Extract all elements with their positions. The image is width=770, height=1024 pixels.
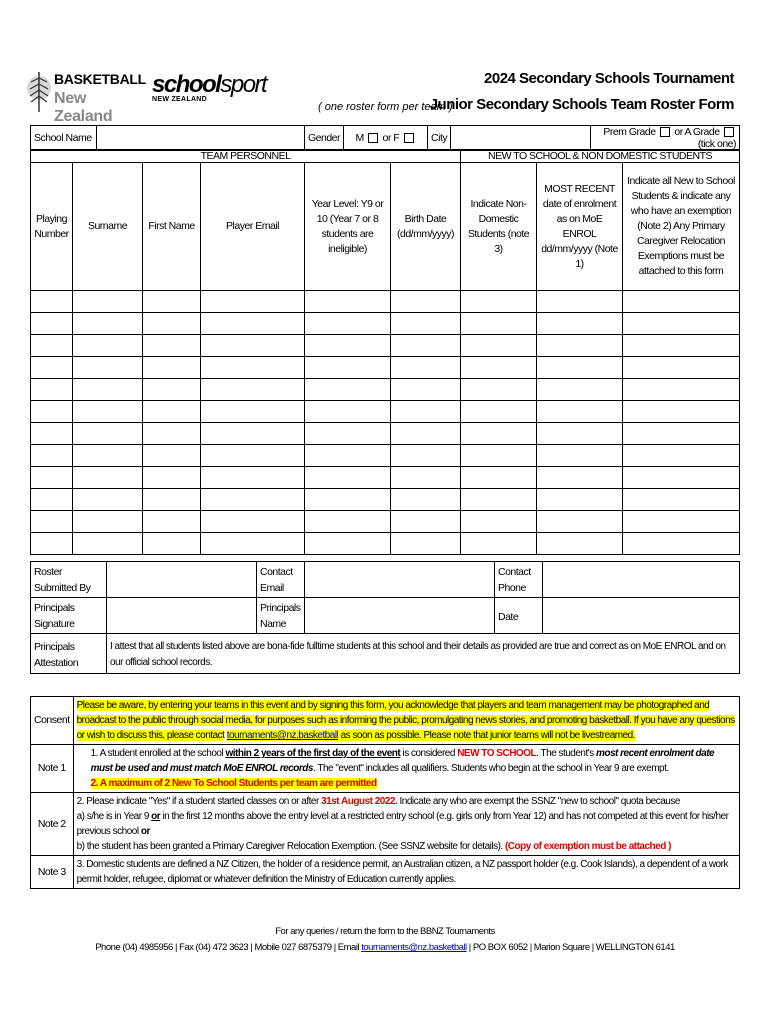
roster-cell[interactable] (31, 489, 73, 511)
a-grade-label: or A Grade (674, 126, 720, 138)
contact-email-label: Contact Email (257, 562, 305, 598)
new-to-school-header: NEW TO SCHOOL & NON DOMESTIC STUDENTS (461, 150, 740, 163)
principals-signature-field[interactable] (107, 598, 257, 634)
principals-name-field[interactable] (305, 598, 495, 634)
roster-cell[interactable] (461, 533, 537, 555)
roster-table (30, 149, 740, 555)
city-label: City (428, 126, 451, 151)
roster-cell[interactable] (201, 401, 305, 423)
roster-cell[interactable] (73, 379, 143, 401)
roster-row (31, 291, 740, 313)
roster-cell[interactable] (391, 335, 461, 357)
roster-cell[interactable] (537, 291, 623, 313)
roster-cell[interactable] (461, 379, 537, 401)
team-personnel-header: TEAM PERSONNEL (31, 150, 461, 163)
a-grade-checkbox[interactable] (724, 127, 734, 137)
roster-cell[interactable] (391, 357, 461, 379)
principals-attestation-label: Principals Attestation (31, 634, 107, 674)
roster-cell[interactable] (143, 533, 201, 555)
col-birth-date: Birth Date (dd/mm/yyyy) (391, 163, 461, 291)
roster-cell[interactable] (73, 335, 143, 357)
prem-grade-checkbox[interactable] (660, 127, 670, 137)
roster-cell[interactable] (391, 423, 461, 445)
attestation-text: I attest that all students listed above are bona-fide fulltime students at this school and their details as provided are true and correct as on MoE ENROL and on our official school records. (107, 634, 740, 674)
roster-cell[interactable] (201, 291, 305, 313)
roster-cell[interactable] (305, 445, 391, 467)
roster-cell[interactable] (537, 467, 623, 489)
roster-cell[interactable] (143, 467, 201, 489)
roster-cell[interactable] (623, 335, 740, 357)
col-recent-enrolment: MOST RECENT date of enrolment as on MoE ENROL dd/mm/yyyy (Note 1) (537, 163, 623, 291)
col-playing-number: Playing Number (31, 163, 73, 291)
date-label: Date (495, 598, 543, 634)
roster-row (31, 445, 740, 467)
roster-cell[interactable] (201, 467, 305, 489)
roster-cell[interactable] (391, 467, 461, 489)
roster-cell[interactable] (305, 511, 391, 533)
roster-row (31, 533, 740, 555)
logo-basketball-text: BASKETBALL (54, 71, 146, 87)
form-title-line1: 2024 Secondary Schools Tournament (484, 70, 734, 87)
submission-table (30, 561, 740, 674)
logo-nz-text: New Zealand (54, 90, 113, 125)
roster-cell[interactable] (201, 511, 305, 533)
roster-cell[interactable] (537, 489, 623, 511)
col-non-domestic: Indicate Non-Domestic Students (note 3) (461, 163, 537, 291)
roster-cell[interactable] (201, 335, 305, 357)
form-title-line2: Junior Secondary Schools Team Roster Form (429, 96, 734, 113)
roster-cell[interactable] (461, 401, 537, 423)
roster-note: ( one roster form per team ) (318, 101, 453, 113)
note3-text: 3. Domestic students are defined a NZ Citizen, the holder of a residence permit, an Australian citizen, a NZ passport holder (e.g. Cook Islands), a dependent of a work permit holder, refugee, diplomat or whatever definition the Ministry of Education currently applies. (73, 856, 739, 889)
roster-cell[interactable] (461, 489, 537, 511)
roster-cell[interactable] (305, 533, 391, 555)
roster-cell[interactable] (537, 401, 623, 423)
roster-row (31, 467, 740, 489)
roster-cell[interactable] (461, 313, 537, 335)
roster-cell[interactable] (305, 291, 391, 313)
roster-cell[interactable] (143, 445, 201, 467)
roster-cell[interactable] (305, 357, 391, 379)
prem-grade-label: Prem Grade (603, 126, 656, 138)
roster-cell[interactable] (31, 357, 73, 379)
roster-cell[interactable] (305, 423, 391, 445)
roster-cell[interactable] (73, 313, 143, 335)
gender-m-checkbox[interactable] (368, 133, 378, 143)
form-header (0, 0, 770, 125)
tick-one-label: (tick one) (697, 138, 736, 150)
roster-cell[interactable] (461, 511, 537, 533)
roster-cell[interactable] (31, 379, 73, 401)
roster-cell[interactable] (73, 357, 143, 379)
roster-row (31, 357, 740, 379)
roster-cell[interactable] (623, 445, 740, 467)
roster-cell[interactable] (143, 401, 201, 423)
roster-cell[interactable] (623, 423, 740, 445)
roster-cell[interactable] (73, 423, 143, 445)
roster-cell[interactable] (391, 489, 461, 511)
contact-email-field[interactable] (305, 562, 495, 598)
grade-options (591, 126, 740, 151)
roster-cell[interactable] (461, 335, 537, 357)
roster-cell[interactable] (31, 335, 73, 357)
roster-cell[interactable] (537, 533, 623, 555)
gender-or-f-label: or F (382, 132, 400, 144)
roster-cell[interactable] (73, 533, 143, 555)
note2-text: 2. Please indicate "Yes" if a student started classes on or after 31st August 2022. Indicate any who are exempt the SSNZ "new to school" quota because a) s/he is in Year 9 or in the first 12 months above the entry level at a restricted entry school (e.g. girls only from Year 12) and has not competed at this event for his/her previous school or b) the student has been granted a Primary Caregiver Relocation Exemption. (See SSNZ website for details). (Copy of exemption must be attached ) (73, 793, 739, 856)
roster-cell[interactable] (537, 423, 623, 445)
roster-cell[interactable] (537, 379, 623, 401)
note3-label: Note 3 (31, 856, 74, 889)
roster-cell[interactable] (391, 511, 461, 533)
roster-row (31, 401, 740, 423)
roster-cell[interactable] (143, 335, 201, 357)
consent-text: Please be aware, by entering your teams in this event and by signing this form, you acknowledge that players and team management may be photographed and broadcast to the public through social media, for purposes such as informing the public, promulgating news stories, and promoting basketball. If you have any questions or wish to discuss this, please contact tournaments@nz.basketball as soon as possible. Please note that junior teams will not be livestreamed. (73, 697, 739, 745)
roster-cell[interactable] (73, 467, 143, 489)
roster-cell[interactable] (391, 533, 461, 555)
roster-cell[interactable] (391, 313, 461, 335)
principals-name-label: Principals Name (257, 598, 305, 634)
roster-row (31, 313, 740, 335)
roster-cell[interactable] (201, 313, 305, 335)
roster-cell[interactable] (391, 401, 461, 423)
roster-cell[interactable] (391, 291, 461, 313)
roster-row (31, 423, 740, 445)
roster-cell[interactable] (305, 335, 391, 357)
footer-line1: For any queries / return the form to the BBNZ Tournaments (275, 926, 495, 937)
school-info-row (30, 125, 740, 151)
roster-cell[interactable] (623, 533, 740, 555)
roster-cell[interactable] (143, 313, 201, 335)
note1-label: Note 1 (31, 745, 74, 793)
roster-cell[interactable] (305, 401, 391, 423)
roster-cell[interactable] (461, 357, 537, 379)
fern-icon (26, 68, 52, 116)
roster-cell[interactable] (623, 291, 740, 313)
roster-cell[interactable] (143, 357, 201, 379)
roster-cell[interactable] (391, 445, 461, 467)
roster-cell[interactable] (143, 489, 201, 511)
col-year-level: Year Level: Y9 or 10 (Year 7 or 8 students are ineligible) (305, 163, 391, 291)
footer-email-link[interactable]: tournaments@nz.basketball (361, 942, 467, 953)
roster-cell[interactable] (623, 379, 740, 401)
roster-cell[interactable] (31, 467, 73, 489)
roster-row (31, 511, 740, 533)
basketball-nz-logo (26, 68, 146, 125)
roster-cell[interactable] (461, 423, 537, 445)
roster-cell[interactable] (305, 313, 391, 335)
roster-cell[interactable] (201, 533, 305, 555)
roster-cell[interactable] (461, 467, 537, 489)
roster-cell[interactable] (537, 511, 623, 533)
roster-cell[interactable] (305, 467, 391, 489)
roster-cell[interactable] (623, 313, 740, 335)
contact-phone-label: Contact Phone (495, 562, 543, 598)
gender-m-label: M (355, 132, 364, 144)
roster-cell[interactable] (391, 379, 461, 401)
roster-cell[interactable] (201, 489, 305, 511)
schoolsport-logo (152, 71, 267, 112)
roster-cell[interactable] (537, 357, 623, 379)
roster-cell[interactable] (143, 423, 201, 445)
roster-cell[interactable] (623, 467, 740, 489)
note1-text: 1. A student enrolled at the school within 2 years of the first day of the event is considered NEW TO SCHOOL. The student's most recent enrolment date must be used and must match MoE ENROL records. The "event" includes all qualifiers. Students who begin at the school in Year 9 are exempt. 2. A maximum of 2 New To School Students per team are permitted (73, 745, 739, 793)
roster-cell[interactable] (461, 291, 537, 313)
roster-cell[interactable] (537, 313, 623, 335)
footer-line2: Phone (04) 4985956 | Fax (04) 472 3623 | Mobile 027 6875379 | Email tournaments@nz.basketball | PO BOX 6052 | Marion Square | WELLINGTON 6141 (95, 942, 675, 953)
roster-cell[interactable] (143, 291, 201, 313)
roster-row (31, 335, 740, 357)
roster-cell[interactable] (201, 379, 305, 401)
roster-cell[interactable] (31, 423, 73, 445)
roster-cell[interactable] (31, 533, 73, 555)
logo-sport-text: sport (220, 71, 267, 98)
col-surname: Surname (73, 163, 143, 291)
col-player-email: Player Email (201, 163, 305, 291)
roster-cell[interactable] (31, 445, 73, 467)
roster-cell[interactable] (623, 357, 740, 379)
consent-label: Consent (31, 697, 74, 745)
roster-cell[interactable] (31, 291, 73, 313)
roster-cell[interactable] (73, 401, 143, 423)
consent-email-link[interactable]: tournaments@nz.basketball (226, 730, 339, 741)
gender-options (344, 126, 428, 151)
principals-signature-label: Principals Signature (31, 598, 107, 634)
roster-row (31, 379, 740, 401)
roster-cell[interactable] (537, 445, 623, 467)
school-name-label: School Name (31, 126, 97, 151)
roster-cell[interactable] (73, 445, 143, 467)
roster-cell[interactable] (305, 489, 391, 511)
roster-row (31, 489, 740, 511)
roster-cell[interactable] (201, 423, 305, 445)
roster-cell[interactable] (623, 401, 740, 423)
roster-cell[interactable] (73, 511, 143, 533)
roster-cell[interactable] (623, 511, 740, 533)
roster-cell[interactable] (73, 291, 143, 313)
gender-label: Gender (305, 126, 344, 151)
date-field[interactable] (543, 598, 740, 634)
roster-cell[interactable] (31, 401, 73, 423)
roster-cell[interactable] (623, 489, 740, 511)
roster-cell[interactable] (143, 379, 201, 401)
notes-table (30, 696, 740, 889)
roster-submitted-field[interactable] (107, 562, 257, 598)
roster-cell[interactable] (537, 335, 623, 357)
logo-ss-sub: NEW ZEALAND (152, 96, 208, 103)
roster-rows (31, 291, 740, 555)
school-name-field[interactable] (97, 126, 305, 151)
roster-cell[interactable] (73, 489, 143, 511)
contact-phone-field[interactable] (543, 562, 740, 598)
roster-submitted-label: Roster Submitted By (31, 562, 107, 598)
roster-cell[interactable] (31, 511, 73, 533)
logo-school-text: school (152, 71, 221, 98)
roster-cell[interactable] (201, 357, 305, 379)
note1-max-text: 2. A maximum of 2 New To School Students per team are permitted (90, 778, 377, 789)
roster-cell[interactable] (201, 445, 305, 467)
col-new-to-school: Indicate all New to School Students & indicate any who have an exemption (Note 2) Any Primary Caregiver Relocation Exemptions must be attached to this form (623, 163, 740, 291)
roster-cell[interactable] (305, 379, 391, 401)
gender-f-checkbox[interactable] (404, 133, 414, 143)
roster-cell[interactable] (461, 445, 537, 467)
note2-label: Note 2 (31, 793, 74, 856)
roster-cell[interactable] (143, 511, 201, 533)
roster-cell[interactable] (31, 313, 73, 335)
col-first-name: First Name (143, 163, 201, 291)
city-field[interactable] (451, 126, 591, 151)
